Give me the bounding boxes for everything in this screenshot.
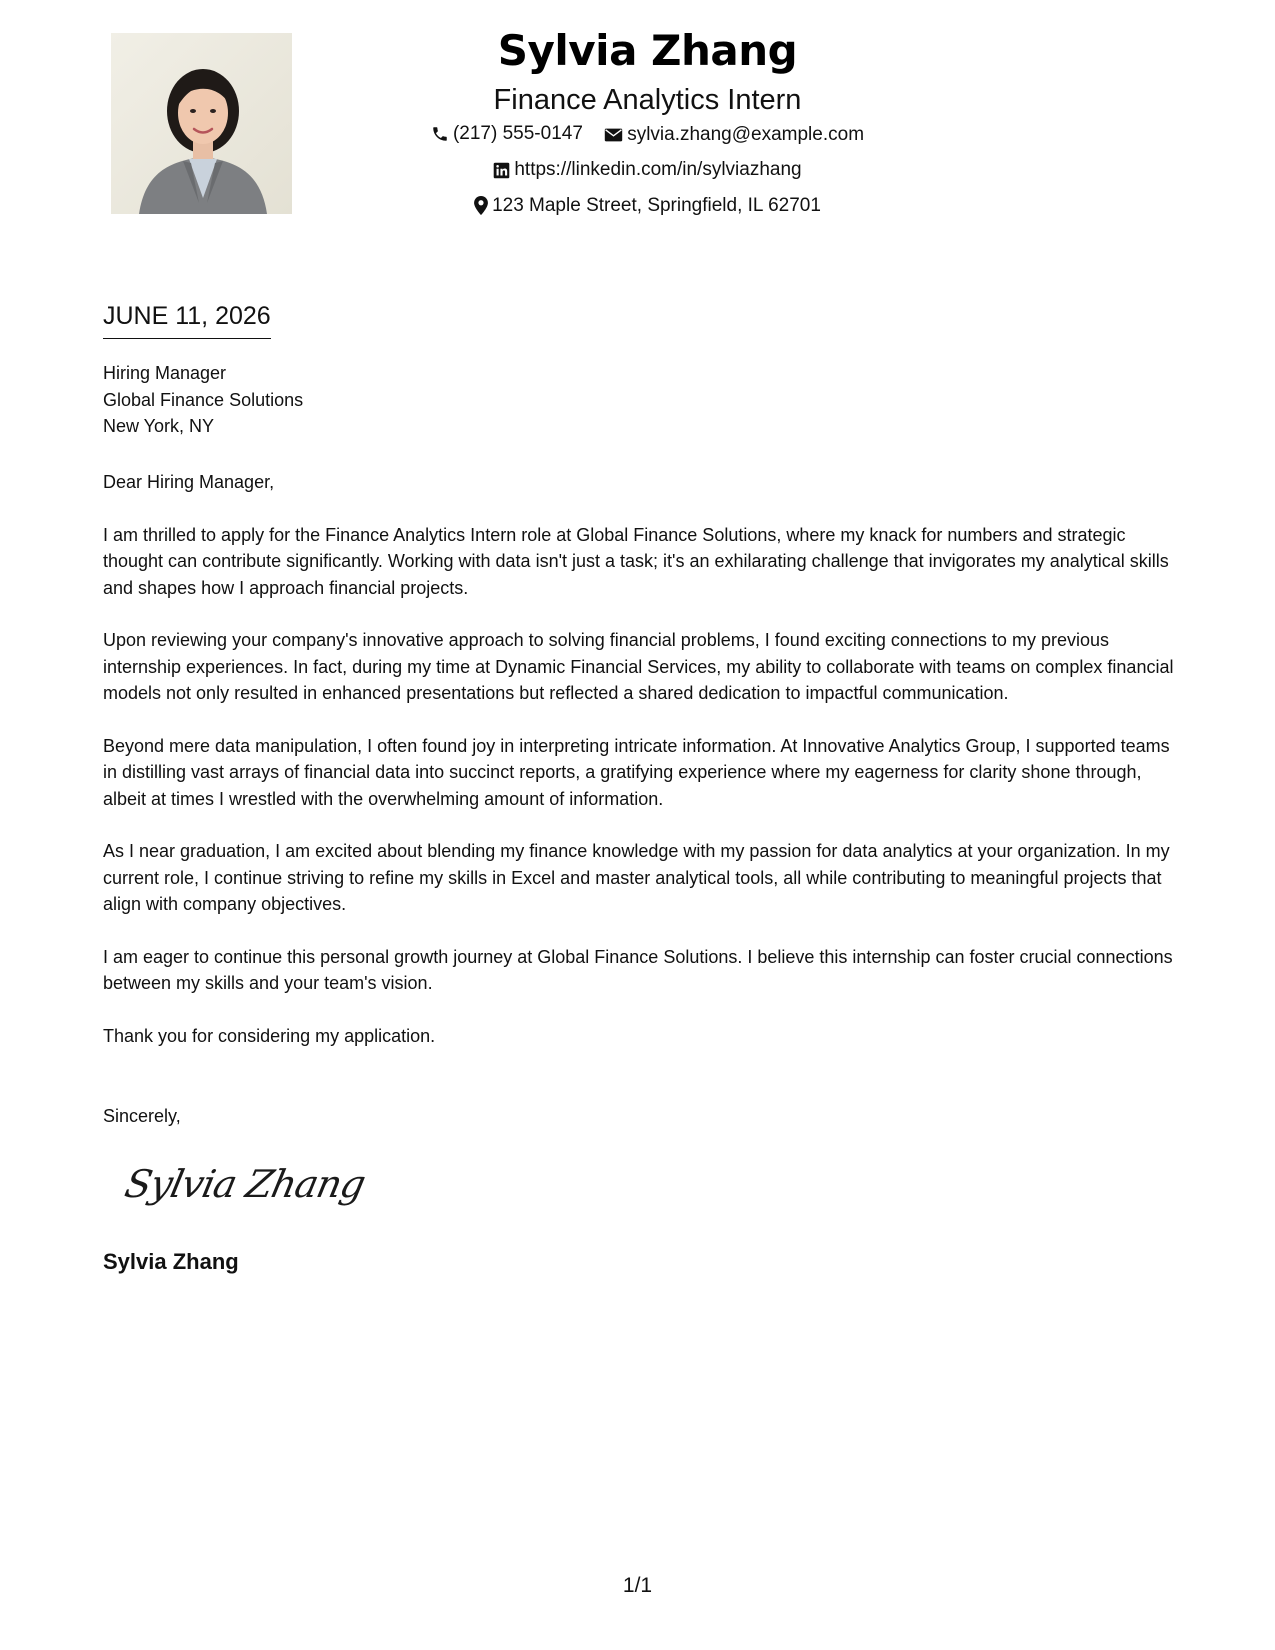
closing: Sincerely,	[103, 1106, 181, 1126]
paragraph: Upon reviewing your company's innovative approach to solving financial problems, I found exciting connections to my previous internship experiences. In fact, during my time at Dynamic Financial Services, my ability to collaborate with teams on complex financial models not only resulted in enhanced presentations but reflected a shared dedication to impactful communication.	[103, 630, 1174, 703]
greeting: Dear Hiring Manager,	[103, 472, 275, 492]
signer-name: Sylvia Zhang	[103, 1249, 239, 1274]
letter-date: JUNE 11, 2026	[103, 300, 271, 339]
contact-line-1	[300, 118, 995, 154]
street-address: 123 Maple Street, Springfield, IL 62701	[492, 194, 821, 216]
email-item	[604, 119, 864, 151]
phone-number: (217) 555-0147	[452, 123, 583, 144]
paragraph: As I near graduation, I am excited about blending my finance knowledge with my passion for data analytics at your organization. In my current role, I continue striving to refine my skills in Excel and master analytical tools, all while contributing to meaningful projects that align with company objectives.	[103, 841, 1170, 914]
recipient-location: New York, NY	[103, 416, 215, 436]
phone-icon	[431, 125, 449, 143]
map-pin-icon	[474, 196, 488, 215]
linkedin-item	[493, 154, 801, 186]
recipient-name: Hiring Manager	[103, 363, 227, 383]
job-title: Finance Analytics Intern	[493, 84, 802, 116]
contact-line-2	[300, 154, 995, 190]
handwritten-signature	[120, 1155, 369, 1215]
paragraph: I am eager to continue this personal growth journey at Global Finance Solutions. I believe this internship can foster crucial connections between my skills and your team's vision.	[103, 946, 1173, 993]
contact-line-3	[300, 190, 995, 227]
paragraph: Beyond mere data manipulation, I often found joy in interpreting intricate information. At Innovative Analytics Group, I supported teams in distilling vast arrays of financial data into succinct reports, a gratifying experience where my eagerness for clarity shone through, albeit at times I wrestled with the overwhelming amount of information.	[103, 735, 1170, 809]
letter-body	[103, 469, 1183, 1075]
page-number: 1/1	[622, 1574, 653, 1597]
applicant-name: Sylvia Zhang	[497, 26, 798, 75]
paragraph: Thank you for considering my application.	[103, 1025, 436, 1046]
envelope-icon	[604, 127, 623, 143]
paragraph: I am thrilled to apply for the Finance Analytics Intern role at Global Finance Solutions, where my knack for numbers and strategic thought can contribute significantly. Working with data isn't just a task; it's an exhilarating challenge that invigorates my analytical skills and shapes how I approach financial projects.	[103, 524, 1169, 598]
profile-photo	[111, 33, 292, 214]
header	[300, 18, 995, 226]
linkedin-url[interactable]: https://linkedin.com/in/sylviazhang	[514, 159, 802, 180]
phone-item	[431, 118, 583, 150]
address-item	[474, 190, 821, 222]
email-address: sylvia.zhang@example.com	[627, 124, 865, 145]
linkedin-icon	[493, 162, 510, 179]
signature-text: Sylvia Zhang	[120, 1162, 369, 1207]
recipient-block	[103, 360, 303, 440]
recipient-company: Global Finance Solutions	[103, 389, 304, 410]
